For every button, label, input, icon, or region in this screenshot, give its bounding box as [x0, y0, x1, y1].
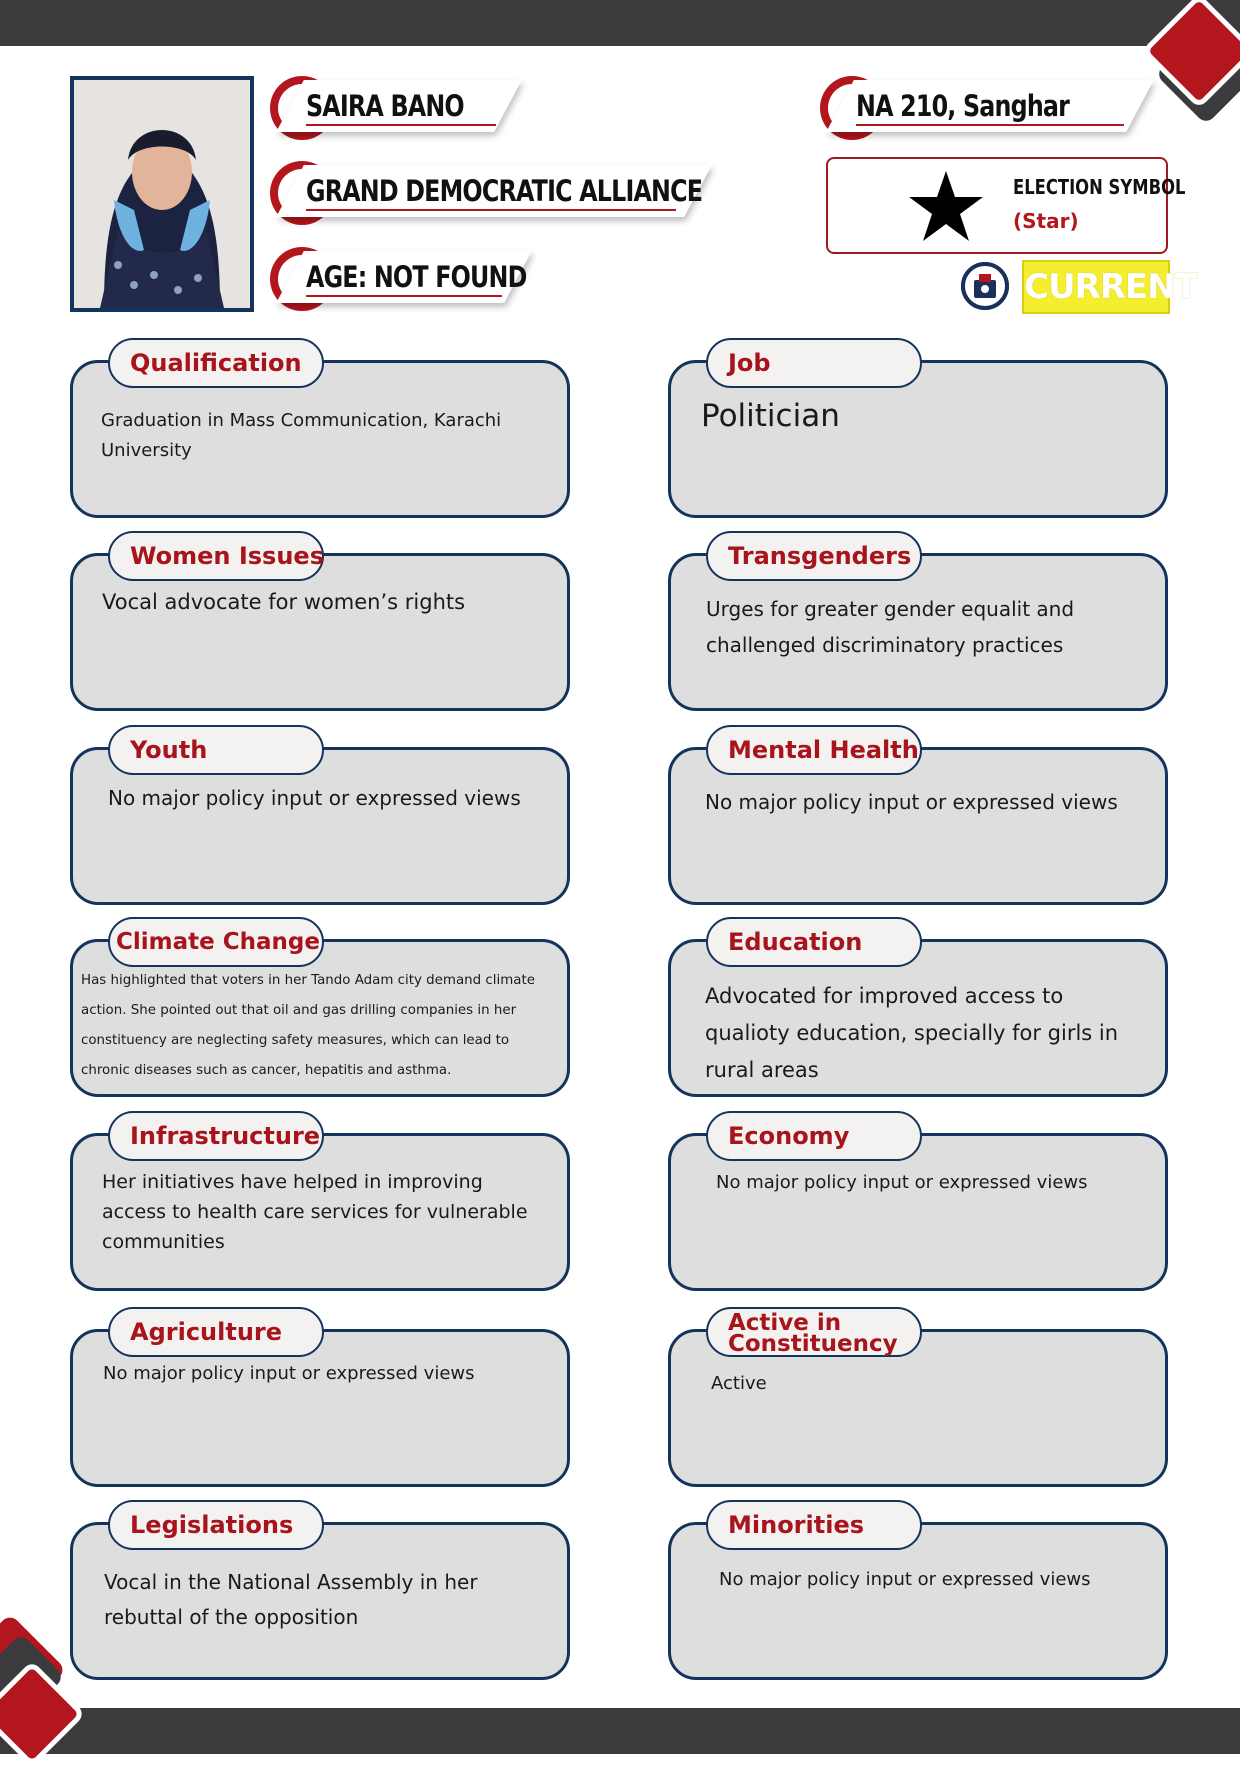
card-agriculture — [70, 1307, 570, 1467]
card-text: Urges for greater gender equalit and challenged discriminatory practices — [706, 597, 1075, 657]
card-minorities — [668, 1500, 1168, 1660]
card-text: No major policy input or expressed views — [719, 1569, 1091, 1590]
card-title: Youth — [130, 736, 208, 764]
ballot-box-logo-icon — [961, 262, 1009, 310]
card-title: Legislations — [130, 1511, 294, 1539]
constituency-tag — [820, 76, 1160, 140]
card-youth — [70, 725, 570, 885]
candidate-age: AGE: NOT FOUND — [306, 260, 527, 294]
card-text: No major policy input or expressed views — [108, 786, 521, 810]
card-title: Transgenders — [728, 542, 912, 570]
card-title: Agriculture — [130, 1318, 283, 1346]
the-current-logo: CURRENT — [1022, 260, 1170, 314]
bottom-bar — [0, 1708, 1240, 1754]
card-title: Education — [728, 928, 863, 956]
card-text: Graduation in Mass Communication, Karachi University — [101, 410, 502, 461]
card-qualification — [70, 338, 570, 498]
card-legislations — [70, 1500, 570, 1660]
election-symbol-label: ELECTION SYMBOL — [1013, 175, 1186, 199]
card-climate-change — [70, 917, 570, 1077]
card-text: Politician — [701, 398, 840, 434]
card-title: Women Issues — [130, 542, 324, 570]
candidate-photo — [70, 76, 254, 312]
candidate-name-tag — [270, 76, 520, 140]
top-bar — [0, 0, 1240, 46]
card-text: No major policy input or expressed views — [103, 1363, 475, 1384]
constituency: NA 210, Sanghar — [856, 89, 1070, 123]
candidate-portrait-image — [74, 80, 250, 308]
card-title: Active in Constituency — [728, 1310, 898, 1357]
card-text: Her initiatives have helped in improving access to health care services for vulnerable communities — [102, 1171, 528, 1253]
card-title: Climate Change — [116, 929, 320, 955]
card-job — [668, 338, 1168, 498]
card-transgenders — [668, 531, 1168, 691]
card-title: Mental Health — [728, 736, 919, 764]
card-title: Economy — [728, 1122, 850, 1150]
card-infrastructure — [70, 1111, 570, 1271]
card-title: Qualification — [130, 349, 302, 377]
candidate-name: SAIRA BANO — [306, 89, 464, 123]
card-text: Advocated for improved access to qualioty education, specially for girls in rural areas — [705, 984, 1119, 1082]
card-text: Active — [711, 1373, 767, 1394]
election-symbol-name: (Star) — [1013, 209, 1079, 233]
corner-decoration-top-right — [1150, 0, 1240, 140]
party-name: GRAND DEMOCRATIC ALLIANCE — [306, 174, 703, 208]
card-title: Infrastructure — [130, 1122, 321, 1150]
election-symbol-box — [826, 157, 1186, 254]
card-active-in-constituency — [668, 1307, 1168, 1467]
star-icon — [906, 167, 986, 247]
card-economy — [668, 1111, 1168, 1271]
card-text: Vocal in the National Assembly in her rebuttal of the opposition — [104, 1570, 478, 1629]
card-women-issues — [70, 531, 570, 691]
age-tag — [270, 247, 532, 311]
card-mental-health — [668, 725, 1168, 885]
card-text: No major policy input or expressed views — [716, 1172, 1088, 1193]
card-title: Job — [728, 349, 771, 377]
card-text: Has highlighted that voters in her Tando Adam city demand climate action. She pointed out that oil and gas drilling companies in her constituency are neglecting safety measures, which can lead to chronic diseases such as cancer, hepatitis and asthma. — [81, 973, 535, 1078]
card-text: Vocal advocate for women’s rights — [102, 590, 466, 614]
card-text: No major policy input or expressed views — [705, 790, 1118, 814]
card-education — [668, 917, 1168, 1082]
party-name-tag — [270, 161, 710, 225]
card-title: Minorities — [728, 1511, 865, 1539]
